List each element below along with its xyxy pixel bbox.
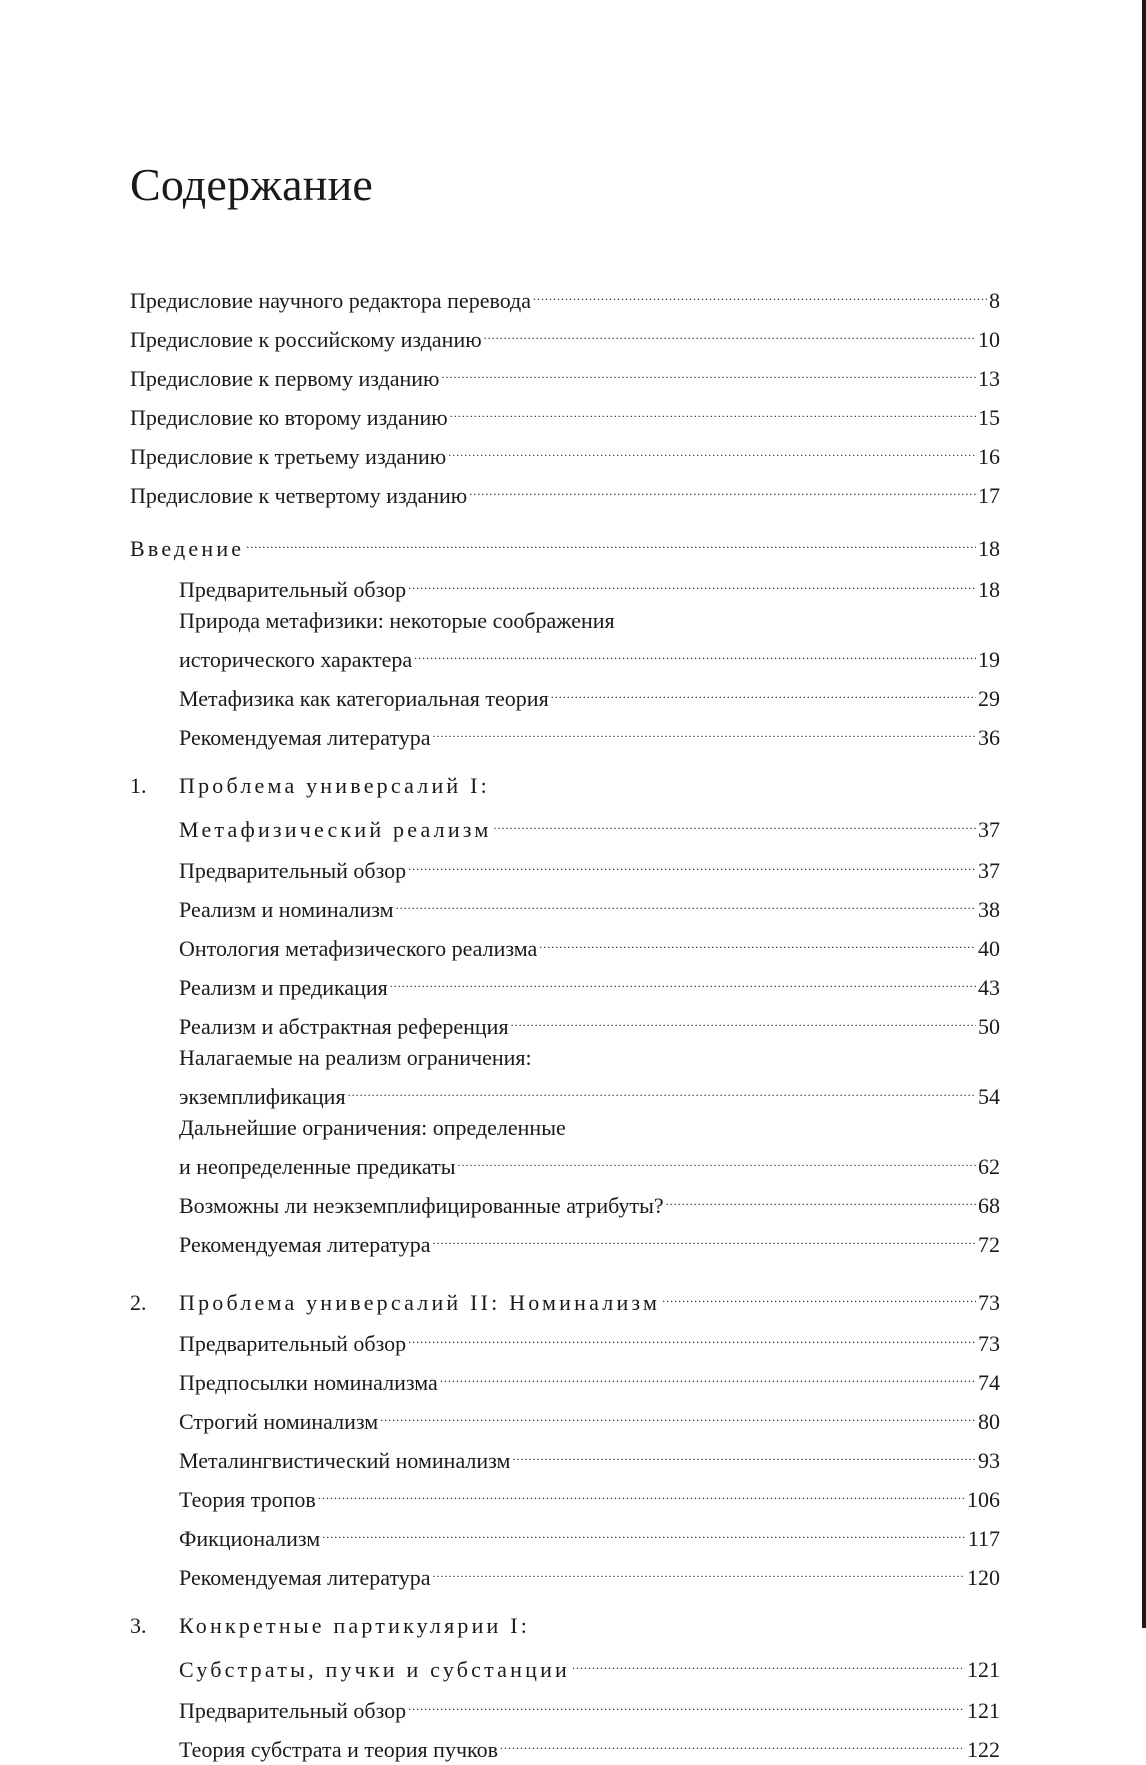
toc-entry-label: Предварительный обзор (179, 1698, 407, 1723)
toc-entry[interactable] (130, 394, 1000, 433)
dot-leader (408, 566, 976, 597)
toc-entry[interactable] (130, 886, 1000, 925)
dot-leader (469, 472, 976, 503)
dot-leader (348, 1073, 976, 1104)
toc-entry[interactable] (130, 1143, 1000, 1182)
dot-leader (662, 1276, 976, 1310)
toc-entry-page: 19 (978, 647, 1000, 672)
toc-entry-page: 121 (967, 1657, 1000, 1682)
toc-entry-label: Метафизика как категориальная теория (179, 686, 549, 711)
toc-entry-label: Предисловие к четвертому изданию (130, 483, 468, 508)
toc-entry-label: Теория субстрата и теория пучков (179, 1737, 498, 1762)
toc-entry-page: 62 (978, 1154, 1000, 1179)
dot-leader (318, 1476, 965, 1507)
dot-leader (441, 355, 976, 386)
toc-entry-label: Рекомендуемая литература (179, 1565, 431, 1590)
toc-entry[interactable] (130, 316, 1000, 355)
toc-entry-label: и неопределенные предикаты (179, 1154, 456, 1179)
dot-leader (396, 886, 976, 917)
dot-leader (246, 522, 976, 556)
chapter-2-section (130, 1276, 1000, 1593)
toc-entry[interactable] (130, 355, 1000, 394)
toc-entry-label: Предисловие к первому изданию (130, 366, 440, 391)
toc-entry-page: 68 (978, 1193, 1000, 1218)
toc-entry[interactable] (130, 433, 1000, 472)
toc-entry-label: Металингвистический номинализм (179, 1448, 511, 1473)
dot-leader (440, 1359, 976, 1390)
prefaces-section (130, 277, 1000, 511)
toc-entry-page: 72 (978, 1232, 1000, 1257)
toc-entry-page: 29 (978, 686, 1000, 711)
toc-page (130, 155, 1000, 1765)
toc-entry[interactable] (130, 1221, 1000, 1260)
toc-entry[interactable] (130, 1437, 1000, 1476)
dot-leader (322, 1515, 966, 1546)
toc-entry[interactable] (130, 1182, 1000, 1221)
dot-leader (390, 964, 976, 995)
toc-entry-page: 40 (978, 936, 1000, 961)
toc-entry-label: Предварительный обзор (179, 858, 407, 883)
toc-entry[interactable] (130, 472, 1000, 511)
dot-leader (511, 1003, 976, 1034)
toc-chapter-line1[interactable] (130, 769, 1000, 803)
toc-entry-label: исторического характера (179, 647, 413, 672)
dot-leader (533, 277, 987, 308)
toc-entry-page: 37 (978, 858, 1000, 883)
toc-entry-page: 121 (967, 1698, 1000, 1723)
dot-leader (666, 1182, 976, 1213)
page-title: Содержание (130, 159, 374, 210)
toc-entry-page: 117 (967, 1526, 1000, 1551)
dot-leader (408, 1687, 965, 1718)
toc-entry-page: 74 (978, 1370, 1000, 1395)
toc-entry-page: 120 (967, 1565, 1000, 1590)
toc-entry[interactable] (130, 1073, 1000, 1112)
page-edge (1142, 0, 1146, 1628)
dot-leader (414, 636, 976, 667)
toc-entry[interactable] (130, 964, 1000, 1003)
toc-chapter-label: Проблема универсалий II: Номинализм (179, 1290, 661, 1315)
toc-entry-page: 73 (978, 1331, 1000, 1356)
toc-entry[interactable] (130, 277, 1000, 316)
toc-entry-page: 13 (978, 366, 1000, 391)
dot-leader (512, 1437, 976, 1468)
toc-entry-page: 17 (978, 483, 1000, 508)
toc-entry-page: 38 (978, 897, 1000, 922)
toc-entry-label: Возможны ли неэкземплифицированные атрибуты? (179, 1193, 664, 1218)
toc-entry-label: Реализм и номинализм (179, 897, 394, 922)
dot-leader (539, 925, 976, 956)
toc-entry-page: 18 (978, 536, 1000, 561)
toc-entry[interactable] (130, 1003, 1000, 1042)
toc-entry-label: Реализм и абстрактная референция (179, 1014, 509, 1039)
toc-entry-page: 15 (978, 405, 1000, 430)
toc-entry-label: Предварительный обзор (179, 1331, 407, 1356)
toc-entry[interactable] (130, 1359, 1000, 1398)
toc-entry-page: 18 (978, 577, 1000, 602)
toc-entry-label: экземплификация (179, 1084, 346, 1109)
dot-leader (450, 394, 976, 425)
toc-entry[interactable] (130, 1554, 1000, 1593)
toc-entry[interactable] (130, 1726, 1000, 1765)
toc-chapter-label: Введение (130, 536, 245, 561)
dot-leader (500, 1726, 965, 1757)
toc-entry[interactable] (130, 1515, 1000, 1554)
toc-entry-label: Фикционализм (179, 1526, 321, 1551)
toc-chapter-line1[interactable] (130, 1609, 1000, 1643)
toc-entry-label: Предисловие к третьему изданию (130, 444, 447, 469)
toc-entry-page: 8 (989, 288, 1000, 313)
toc-entry-page: 16 (978, 444, 1000, 469)
dot-leader (494, 803, 977, 837)
toc-entry-label: Предисловие ко второму изданию (130, 405, 448, 430)
toc-entry-line1[interactable]: Дальнейшие ограничения: определенные (179, 1115, 566, 1140)
toc-entry-page: 43 (978, 975, 1000, 1000)
toc-chapter-heading[interactable] (130, 803, 1000, 847)
toc-entry[interactable] (130, 847, 1000, 886)
dot-leader (433, 1554, 965, 1585)
toc-entry-label: Рекомендуемая литература (179, 725, 431, 750)
dot-leader (433, 1221, 976, 1252)
toc-entry[interactable] (130, 1687, 1000, 1726)
chapter-number: 2. (130, 1290, 147, 1315)
dot-leader (408, 847, 976, 878)
toc-entry[interactable] (130, 566, 1000, 605)
toc-entry-page: 10 (978, 327, 1000, 352)
toc-entry-label: Рекомендуемая литература (179, 1232, 431, 1257)
toc-entry-label: Предварительный обзор (179, 577, 407, 602)
toc-chapter-label: Конкретные партикулярии I: (179, 1613, 531, 1638)
toc-entry-page: 122 (967, 1737, 1000, 1762)
toc-chapter-heading[interactable] (130, 1276, 1000, 1320)
toc-entry[interactable] (130, 675, 1000, 714)
dot-leader (458, 1143, 976, 1174)
dot-leader (408, 1320, 976, 1351)
toc-entry-line1[interactable]: Природа метафизики: некоторые соображения (179, 608, 615, 633)
dot-leader (380, 1398, 976, 1429)
toc-entry-page: 54 (978, 1084, 1000, 1109)
toc-entry-page: 50 (978, 1014, 1000, 1039)
toc-entry[interactable] (130, 714, 1000, 753)
toc-chapter-label: Проблема универсалий I: (179, 773, 490, 798)
toc-entry-page: 93 (978, 1448, 1000, 1473)
toc-entry-label: Предисловие к российскому изданию (130, 327, 482, 352)
chapter-number: 3. (130, 1613, 147, 1638)
toc-entry[interactable] (130, 925, 1000, 964)
toc-entry-label: Теория тропов (179, 1487, 316, 1512)
toc-entry-label: Строгий номинализм (179, 1409, 379, 1434)
chapter-number: 1. (130, 773, 147, 798)
toc-entry[interactable] (130, 1320, 1000, 1359)
toc-chapter-heading[interactable] (130, 522, 1000, 566)
dot-leader (448, 433, 976, 464)
toc-entry[interactable] (130, 1476, 1000, 1515)
dot-leader (572, 1643, 965, 1677)
toc-entry-label: Предисловие научного редактора перевода (130, 288, 532, 313)
intro-section (130, 522, 1000, 753)
toc-chapter-label: Субстраты, пучки и субстанции (179, 1657, 571, 1682)
toc-entry-label: Онтология метафизического реализма (179, 936, 538, 961)
toc-chapter-heading[interactable] (130, 1643, 1000, 1687)
toc-entry-label: Предпосылки номинализма (179, 1370, 438, 1395)
toc-entry-page: 106 (967, 1487, 1000, 1512)
toc-entry-line1[interactable]: Налагаемые на реализм ограничения: (179, 1045, 532, 1070)
dot-leader (484, 316, 976, 347)
toc-entry[interactable] (130, 636, 1000, 675)
toc-entry-page: 80 (978, 1409, 1000, 1434)
chapter-3-section (130, 1609, 1000, 1765)
chapter-1-section (130, 769, 1000, 1260)
toc-entry-page: 36 (978, 725, 1000, 750)
toc-entry-label: Реализм и предикация (179, 975, 388, 1000)
dot-leader (433, 714, 976, 745)
toc-entry[interactable] (130, 1398, 1000, 1437)
toc-chapter-label: Метафизический реализм (179, 817, 492, 842)
toc-entry-page: 37 (978, 817, 1000, 842)
dot-leader (551, 675, 976, 706)
toc-entry-page: 73 (978, 1290, 1000, 1315)
